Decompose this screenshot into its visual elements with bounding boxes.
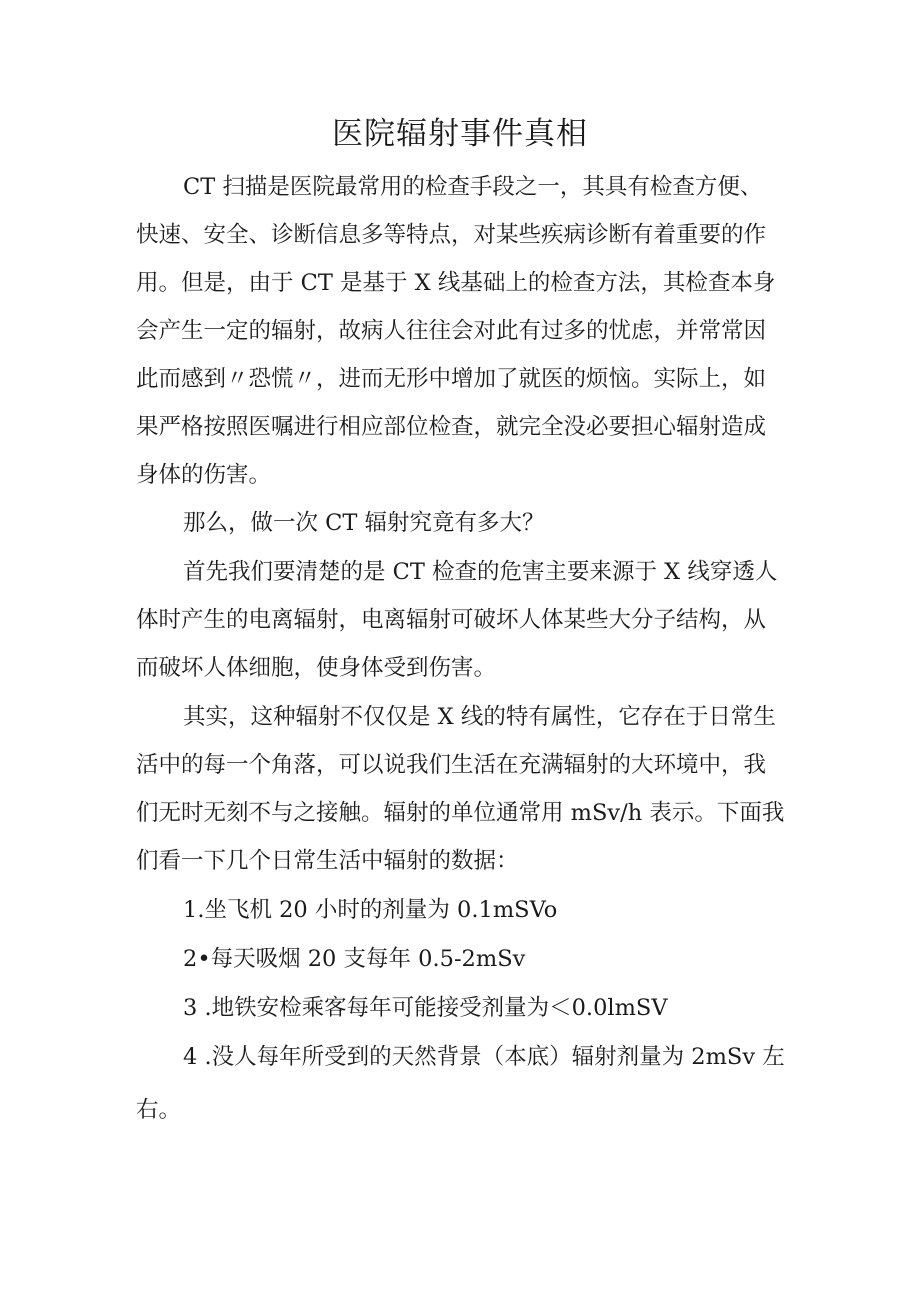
paragraph-line: 快速、安全、诊断信息多等特点，对某些疾病诊断有着重要的作 <box>136 222 767 248</box>
paragraph-line: 果严格按照医嘱进行相应部位检查，就完全没必要担心辐射造成 <box>136 414 767 440</box>
list-item: 3 .地铁安检乘客每年可能接受剂量为＜0.0lmSV <box>183 995 668 1021</box>
paragraph-line: 其实，这种辐射不仅仅是 X 线的特有属性，它存在于日常生 <box>183 704 776 730</box>
paragraph-line: 会产生一定的辐射，故病人往往会对此有过多的忧虑，并常常因 <box>136 318 767 344</box>
paragraph-line: 用。但是，由于 CT 是基于 X 线基础上的检查方法，其检查本身 <box>136 270 776 296</box>
paragraph-line: 们无时无刻不与之接触。辐射的单位通常用 mSv/h 表示。下面我 <box>136 800 785 826</box>
list-item: 2•每天吸烟 20 支每年 0.5-2mSv <box>183 946 526 972</box>
document-title: 医院辐射事件真相 <box>332 116 588 152</box>
paragraph-line: 活中的每一个角落，可以说我们生活在充满辐射的大环境中，我 <box>136 752 767 778</box>
list-item-continuation: 右。 <box>136 1097 182 1123</box>
list-item: 4 .没人每年所受到的天然背景（本底）辐射剂量为 2mSv 左 <box>183 1044 785 1070</box>
paragraph-line: 们看一下几个日常生活中辐射的数据： <box>136 848 519 874</box>
paragraph-line: 首先我们要清楚的是 CT 检查的危害主要来源于 X 线穿透人 <box>183 559 778 585</box>
paragraph-line: 那么，做一次 CT 辐射究竟有多大？ <box>183 510 545 536</box>
paragraph-line: 此而感到〃恐慌〃，进而无形中增加了就医的烦恼。实际上，如 <box>136 366 767 392</box>
list-item: 1.坐飞机 20 小时的剂量为 0.1mSVo <box>183 897 558 923</box>
paragraph-line: 身体的伤害。 <box>136 462 272 488</box>
paragraph-line: CT 扫描是医院最常用的检查手段之一，其具有检查方便、 <box>183 174 763 200</box>
paragraph-line: 体时产生的电离辐射，电离辐射可破坏人体某些大分子结构，从 <box>136 607 767 633</box>
paragraph-line: 而破坏人体细胞，使身体受到伤害。 <box>136 655 497 681</box>
